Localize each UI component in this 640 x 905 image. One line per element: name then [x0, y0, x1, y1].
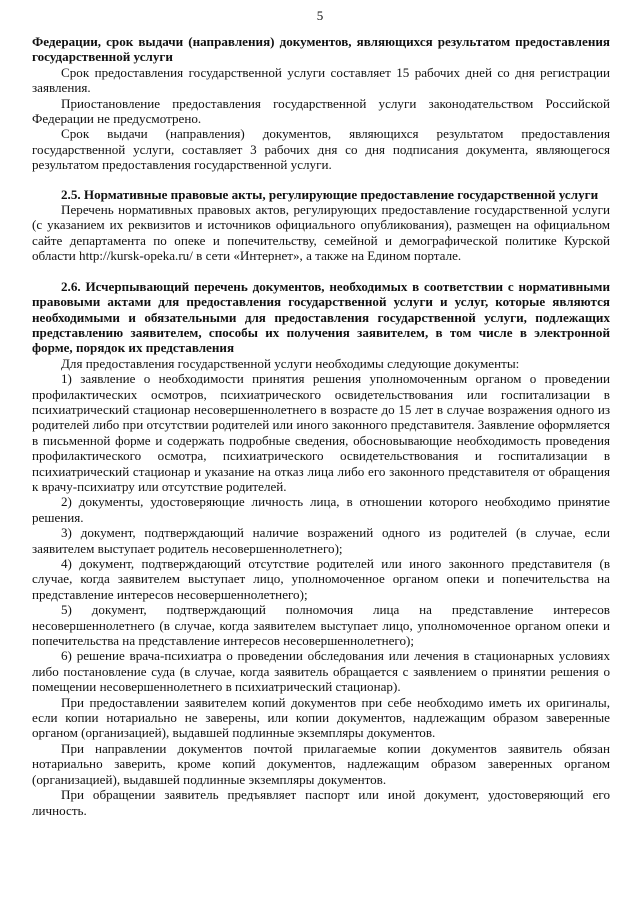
- section-2-6-heading: 2.6. Исчерпывающий перечень документов, необходимых в соответствии с нормативными правовыми актами для предоставления государственной услуги и услуг, которые являются необходимыми и обязательными для предоставления государственной услуги, подлежащих представлению заявителем, способы их получения заявителем, в том числе в электронной форме, порядок их представления: [32, 278, 610, 356]
- document-page: [32, 34, 610, 818]
- list-item: 6) решение врача-психиатра о проведении обследования или лечения в стационарных условиях либо постановление суда (в случае, когда заявитель обращается с заявлением о принятии решения о помещении несовершеннолетнего в психиатрический стационар).: [32, 648, 610, 695]
- paragraph: Приостановление предоставления государственной услуги законодательством Российской Федерации не предусмотрено.: [32, 95, 610, 127]
- list-item: 1) заявление о необходимости принятия решения уполномоченным органом о проведении профилактических осмотров, психиатрического освидетельствования или госпитализации в психиатрический стационар несовершеннолетнего в возрасте до 15 лет в случае возражения одного из родителей либо при отсутствии родителей или иного законного представителя. Заявление оформляется в письменной форме и содержать подробные сведения, обосновывающие необходимость проведения профилактического осмотра, психиатрического освидетельствования и госпитализации в психиатрический стационар и указание на отказ лица либо его законного представителя от обращения к врачу-психиатру или отсутствие родителей.: [32, 371, 610, 494]
- paragraph: Срок выдачи (направления) документов, являющихся результатом предоставления государственной услуги, составляет 3 рабочих дня со дня подписания документа, являющегося результатом предоставления государственной услуги.: [32, 126, 610, 173]
- list-item: 3) документ, подтверждающий наличие возражений одного из родителей (в случае, если заявителем выступает родитель несовершеннолетнего);: [32, 525, 610, 556]
- paragraph: При предоставлении заявителем копий документов при себе необходимо иметь их оригиналы, если копии нотариально не заверены, или копии документов, надлежащим образом заверенные органом (организацией), выдавшей подлинные экземпляры документов.: [32, 694, 610, 741]
- paragraph: При обращении заявитель предъявляет паспорт или иной документ, удостоверяющий его личность.: [32, 787, 610, 818]
- page-number: 5: [316, 8, 324, 23]
- paragraph: Для предоставления государственной услуги необходимы следующие документы:: [61, 355, 520, 371]
- list-item: 2) документы, удостоверяющие личность лица, в отношении которого необходимо принятие решения.: [32, 494, 610, 525]
- intro-heading: Федерации, срок выдачи (направления) документов, являющихся результатом предоставления государственной услуги: [32, 34, 610, 65]
- paragraph: Срок предоставления государственной услуги составляет 15 рабочих дней со дня регистрации заявления.: [32, 64, 610, 96]
- paragraph: Перечень нормативных правовых актов, регулирующих предоставление государственной услуги (с указанием их реквизитов и источников официального опубликования), размещен на официальном сайте департамента по опеке и попечительству, семейной и демографической политике Курской области http://kursk-opeka.ru/ в сети «Интернет», а также на Едином портале.: [32, 202, 610, 264]
- paragraph: При направлении документов почтой прилагаемые копии документов заявитель обязан нотариально заверить, кроме копий документов, надлежащим образом заверенных органом (организацией), выдавшей подлинные экземпляры документов.: [32, 740, 610, 787]
- list-item: 5) документ, подтверждающий полномочия лица на представление интересов несовершеннолетнего (в случае, когда заявителем выступает лицо, уполномоченное органом опеки и попечительства на представление интересов несовершеннолетнего);: [32, 602, 610, 649]
- list-item: 4) документ, подтверждающий отсутствие родителей или иного законного представителя (в случае, когда заявителем выступает лицо, уполномоченное органом опеки и попечительства на представление интересов несовершеннолетнего);: [32, 556, 610, 602]
- section-2-5-heading: 2.5. Нормативные правовые акты, регулирующие предоставление государственной услуги: [61, 186, 599, 202]
